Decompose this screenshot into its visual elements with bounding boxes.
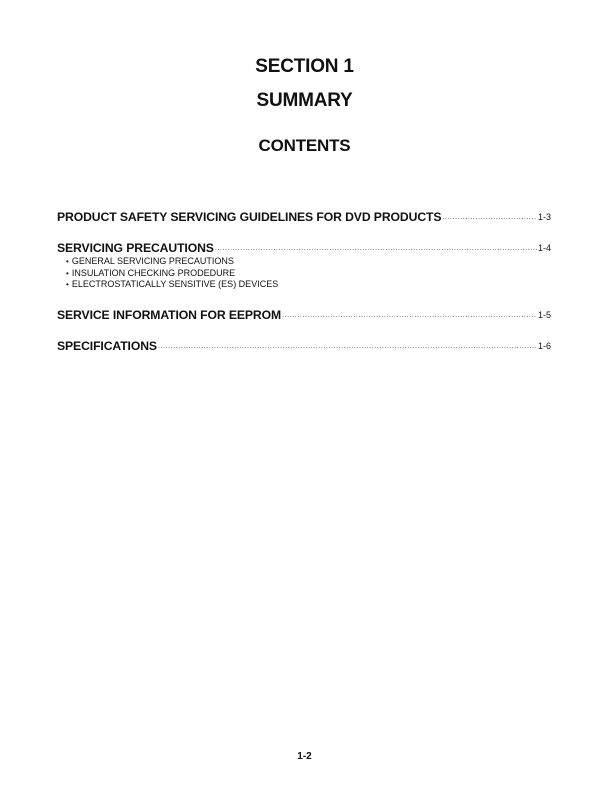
toc-entry-page: 1-3 xyxy=(537,212,551,222)
contents-heading: CONTENTS xyxy=(258,136,351,155)
page-number: 1-2 xyxy=(297,751,312,762)
toc-subitem[interactable]: • GENERAL SERVICING PRECAUTIONS xyxy=(66,256,278,268)
toc-subitem[interactable]: • INSULATION CHECKING PRODEDURE xyxy=(66,268,278,280)
toc-entry-page: 1-5 xyxy=(537,310,551,320)
toc-entry-page: 1-6 xyxy=(537,341,551,351)
toc-dot-leader xyxy=(442,213,537,223)
toc-dot-leader xyxy=(215,244,537,254)
toc-entry-title: SERVICING PRECAUTIONS xyxy=(57,241,214,255)
summary-heading: SUMMARY xyxy=(256,90,353,111)
toc-entry-servicing-precautions[interactable] xyxy=(57,241,551,255)
toc-entry-title: SPECIFICATIONS xyxy=(57,339,157,353)
toc-entry-title: SERVICE INFORMATION FOR EEPROM xyxy=(57,308,282,322)
toc-entry-eeprom[interactable] xyxy=(57,308,551,322)
toc-entry-page: 1-4 xyxy=(537,243,551,253)
toc-subitem[interactable]: • ELECTROSTATICALLY SENSITIVE (ES) DEVICES xyxy=(66,279,278,291)
toc-entry-specifications[interactable] xyxy=(57,339,551,353)
section-heading: SECTION 1 xyxy=(255,56,354,77)
toc-dot-leader xyxy=(158,342,537,352)
toc-subitem-list xyxy=(66,256,278,291)
toc-entry-product-safety[interactable] xyxy=(57,210,551,224)
toc-entry-title: PRODUCT SAFETY SERVICING GUIDELINES FOR DVD PRODUCTS xyxy=(57,210,442,224)
toc-dot-leader xyxy=(282,311,537,321)
